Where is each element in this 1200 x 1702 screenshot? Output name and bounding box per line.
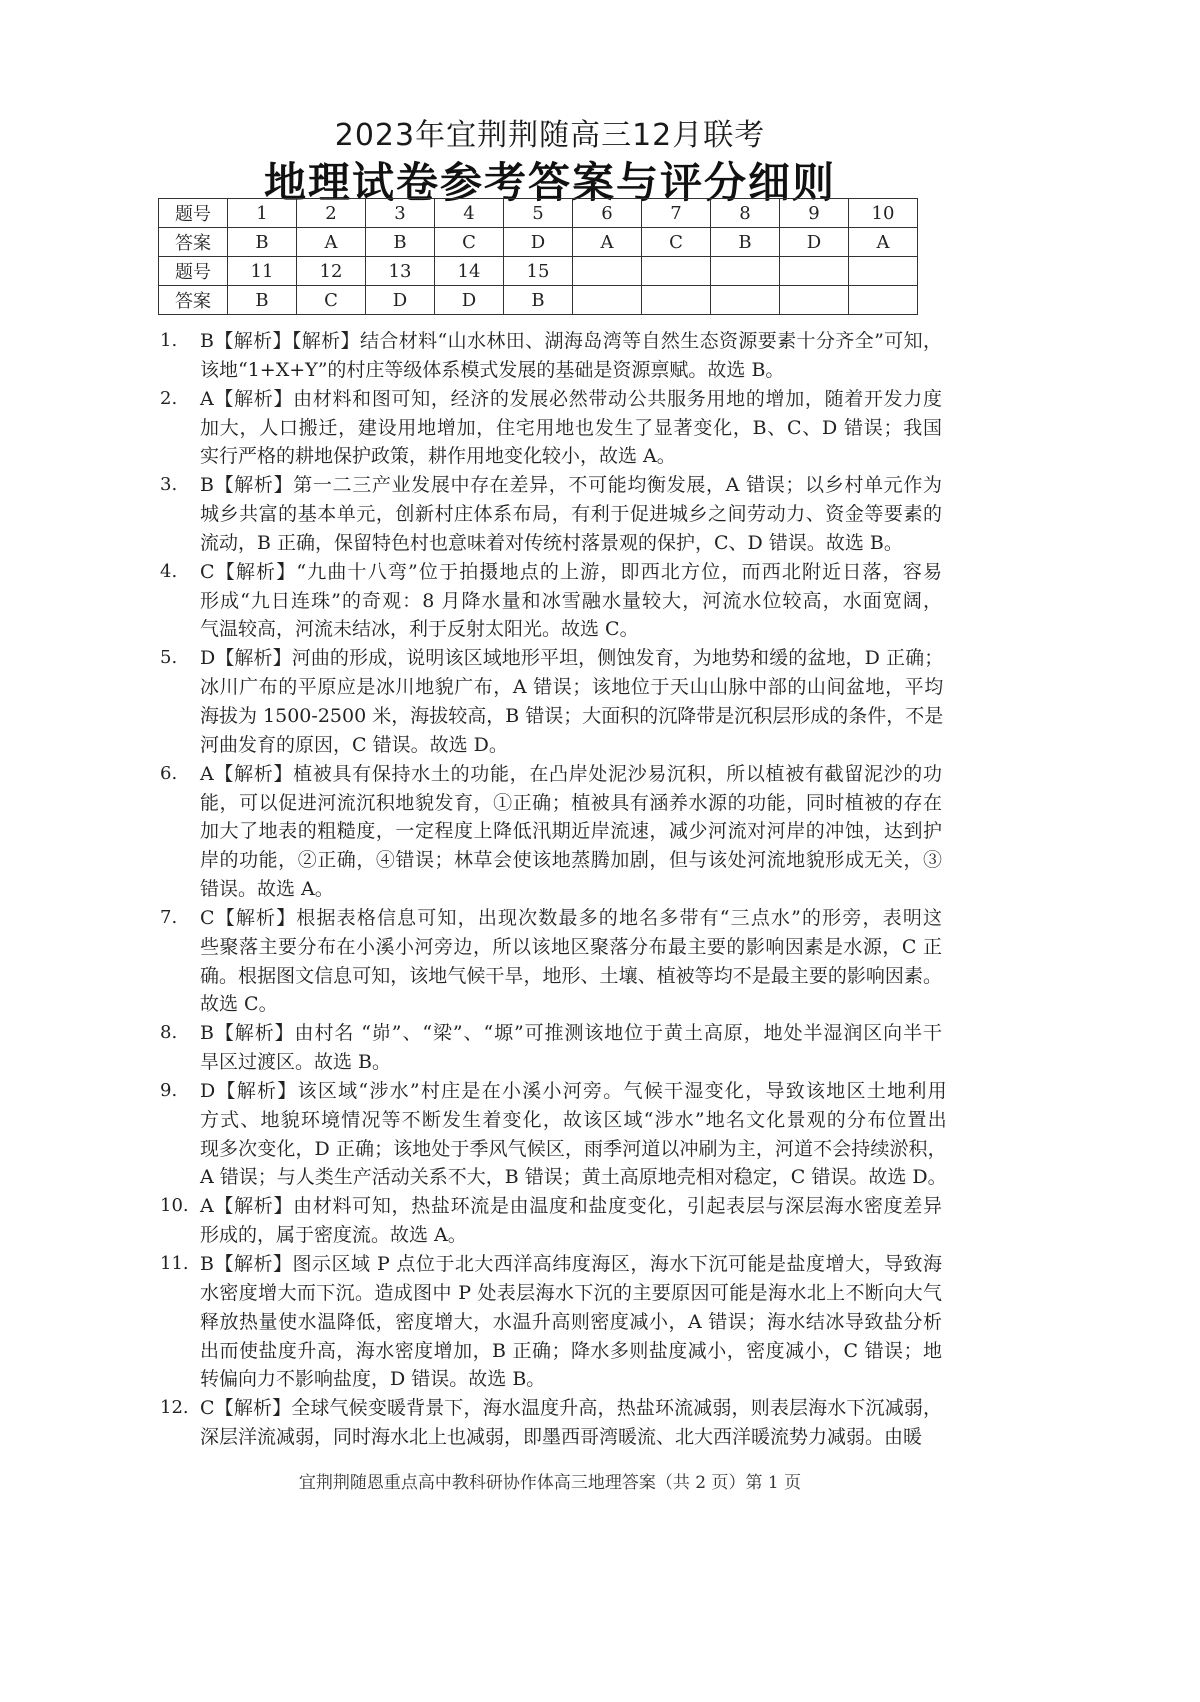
- explanation-line: 冰川广布的平原应是冰川地貌广布，A 错误；该地位于天山山脉中部的山间盆地，平均: [200, 676, 944, 699]
- explanation-line: C【解析】全球气候变暖背景下，海水温度升高，热盐环流减弱，则表层海水下沉减弱，: [200, 1397, 942, 1420]
- table-cell: 5: [504, 199, 573, 228]
- page-footer: 宜荆荆随恩重点高中教科研协作体高三地理答案（共 2 页）第 1 页: [298, 1473, 802, 1493]
- explanation-line: 深层洋流减弱，同时海水北上也减弱，即墨西哥湾暖流、北大西洋暖流势力减弱。由暖: [200, 1426, 923, 1449]
- answer-explanation-item: [160, 1394, 942, 1452]
- table-cell: 3: [366, 199, 435, 228]
- explanation-line: 些聚落主要分布在小溪小河旁边，所以该地区聚落分布最主要的影响因素是水源，C 正: [200, 935, 942, 958]
- explanation-line: B【解析】【解析】结合材料“山水林田、湖海岛湾等自然生态资源要素十分齐全”可知，: [200, 330, 942, 352]
- row-header-cell: 题号: [159, 257, 228, 286]
- table-cell: 2: [297, 199, 366, 228]
- question-number-row: [159, 257, 918, 286]
- explanation-line: 能，可以促进河流沉积地貌发育，①正确；植被具有涵养水源的功能，同时植被的存在: [200, 791, 942, 814]
- table-cell: [642, 257, 711, 286]
- explanation-line: 释放热量使水温降低，密度增大，水温升高则密度减小，A 错误；海水结冰导致盐分析: [200, 1310, 942, 1333]
- explanation-line: A【解析】由材料和图可知，经济的发展必然带动公共服务用地的增加，随着开发力度: [200, 387, 942, 410]
- explanation-line: A【解析】由材料可知，热盐环流是由温度和盐度变化，引起表层与深层海水密度差异: [200, 1195, 942, 1218]
- explanation-line: 方式、地貌环境情况等不断发生着变化，故该区域“涉水”地名文化景观的分布位置出: [200, 1108, 947, 1131]
- explanation-line: 错误。故选 A。: [200, 878, 334, 901]
- explanation-line: 流动，B 正确，保留特色村也意味着对传统村落景观的保护，C、D 错误。故选 B。: [200, 531, 903, 554]
- table-cell: 14: [435, 257, 504, 286]
- explanation-line: 海拔为 1500-2500 米，海拔较高，B 错误；大面积的沉降带是沉积层形成的条件，不是: [200, 704, 944, 727]
- table-cell: 4: [435, 199, 504, 228]
- table-cell: 6: [573, 199, 642, 228]
- item-number: 2.: [160, 387, 178, 409]
- table-cell: 11: [228, 257, 297, 286]
- item-number: 10.: [160, 1195, 189, 1217]
- explanation-line: D【解析】河曲的形成，说明该区域地形平坦，侧蚀发育，为地势和缓的盆地，D 正确；: [200, 647, 944, 670]
- answer-explanation-item: [160, 644, 942, 759]
- table-cell: D: [366, 286, 435, 315]
- explanation-line: B【解析】图示区域 P 点位于北大西洋高纬度海区，海水下沉可能是盐度增大，导致海: [200, 1253, 942, 1275]
- item-number: 12.: [160, 1397, 189, 1419]
- explanation-line: 气温较高，河流未结冰，利于反射太阳光。故选 C。: [200, 618, 639, 641]
- explanation-line: 现多次变化，D 正确；该地处于季风气候区，雨季河道以冲刷为主，河道不会持续淤积，: [200, 1137, 947, 1160]
- explanation-line: 旱区过渡区。故选 B。: [200, 1051, 392, 1074]
- explanation-line: A 错误；与人类生产活动关系不大，B 错误；黄土高原地壳相对稳定，C 错误。故选 D。: [200, 1166, 947, 1189]
- explanation-line: B【解析】由村名 “峁”、“梁”、“塬”可推测该地位于黄土高原，地处半湿润区向半干: [200, 1022, 942, 1045]
- table-cell: 15: [504, 257, 573, 286]
- table-cell: [642, 286, 711, 315]
- table-cell: B: [228, 286, 297, 315]
- answer-explanation-item: [160, 471, 942, 558]
- table-cell: 10: [849, 199, 918, 228]
- table-cell: B: [504, 286, 573, 315]
- item-number: 4.: [160, 560, 178, 582]
- explanation-line: A【解析】植被具有保持水土的功能，在凸岸处泥沙易沉积，所以植被有截留泥沙的功: [200, 762, 942, 785]
- explanation-line: 加大，人口搬迁，建设用地增加，住宅用地也发生了显著变化，B、C、D 错误；我国: [200, 416, 942, 439]
- explanation-line: 确。根据图文信息可知，该地气候干旱，地形、土壤、植被等均不是最主要的影响因素。: [200, 964, 942, 987]
- item-number: 7.: [160, 906, 178, 928]
- explanation-line: 该地“1+X+Y”的村庄等级体系模式发展的基础是资源禀赋。故选 B。: [200, 358, 785, 381]
- answer-explanation-item: [160, 558, 942, 645]
- answer-row: [159, 286, 918, 315]
- document-title: 地理试卷参考答案与评分细则: [263, 158, 836, 207]
- explanation-line: 岸的功能，②正确，④错误；林草会使该地蒸腾加剧，但与该处河流地貌形成无关，③: [200, 849, 942, 872]
- answer-row: [159, 228, 918, 257]
- table-cell: D: [504, 228, 573, 257]
- answer-explanation-item: [160, 327, 942, 385]
- row-header-cell: 答案: [159, 228, 228, 257]
- explanation-line: C【解析】“九曲十八弯”位于拍摄地点的上游，即西北方位，而西北附近日落，容易: [200, 560, 942, 583]
- explanations: [160, 327, 947, 1452]
- row-header-cell: 答案: [159, 286, 228, 315]
- table-cell: [849, 286, 918, 315]
- answer-explanation-item: [160, 904, 942, 1019]
- explanation-line: 形成“九日连珠”的奇观：8 月降水量和冰雪融水量较大，河流水位较高，水面宽阔，: [200, 589, 942, 612]
- table-cell: [711, 257, 780, 286]
- table-cell: [849, 257, 918, 286]
- answer-explanation-item: [160, 1192, 942, 1250]
- table-cell: A: [297, 228, 366, 257]
- exam-title: 2023年宜荆荆随高三12月联考: [334, 118, 766, 153]
- table-cell: [780, 286, 849, 315]
- explanation-line: 出而使盐度升高，海水密度增加，B 正确；降水多则盐度减小，密度减小，C 错误；地: [200, 1339, 942, 1362]
- answer-explanation-item: [160, 1019, 942, 1077]
- explanation-line: 实行严格的耕地保护政策，耕作用地变化较小，故选 A。: [200, 445, 676, 468]
- item-number: 9.: [160, 1079, 178, 1101]
- item-number: 1.: [160, 330, 178, 351]
- item-number: 11.: [160, 1253, 189, 1274]
- explanation-line: 河曲发育的原因，C 错误。故选 D。: [200, 733, 508, 756]
- row-header-cell: 题号: [159, 199, 228, 228]
- table-cell: B: [711, 228, 780, 257]
- table-cell: 9: [780, 199, 849, 228]
- answer-explanation-item: [160, 760, 942, 904]
- answer-explanation-item: [160, 385, 942, 472]
- table-cell: B: [366, 228, 435, 257]
- table-cell: 12: [297, 257, 366, 286]
- table-cell: C: [642, 228, 711, 257]
- explanation-line: B【解析】第一二三产业发展中存在差异，不可能均衡发展，A 错误；以乡村单元作为: [200, 474, 942, 497]
- table-cell: A: [849, 228, 918, 257]
- table-cell: [711, 286, 780, 315]
- table-cell: A: [573, 228, 642, 257]
- table-cell: [573, 286, 642, 315]
- explanation-line: D【解析】该区域“涉水”村庄是在小溪小河旁。气候干湿变化，导致该地区土地利用: [200, 1079, 947, 1102]
- table-cell: D: [780, 228, 849, 257]
- answer-table: [158, 198, 918, 315]
- explanation-line: 故选 C。: [200, 993, 278, 1016]
- table-cell: C: [297, 286, 366, 315]
- item-number: 3.: [160, 474, 178, 496]
- table-cell: 13: [366, 257, 435, 286]
- explanation-line: C【解析】根据表格信息可知，出现次数最多的地名多带有“三点水”的形旁，表明这: [200, 906, 942, 929]
- explanation-line: 城乡共富的基本单元，创新村庄体系布局，有利于促进城乡之间劳动力、资金等要素的: [200, 503, 942, 526]
- table-cell: B: [228, 228, 297, 257]
- answer-explanation-item: [160, 1250, 942, 1394]
- table-cell: D: [435, 286, 504, 315]
- explanation-line: 加大了地表的粗糙度，一定程度上降低汛期近岸流速，减少河流对河岸的冲蚀，达到护: [200, 820, 942, 843]
- table-cell: 1: [228, 199, 297, 228]
- question-number-row: [159, 199, 918, 228]
- table-cell: [780, 257, 849, 286]
- table-cell: [573, 257, 642, 286]
- explanation-line: 水密度增大而下沉。造成图中 P 处表层海水下沉的主要原因可能是海水北上不断向大气: [200, 1281, 942, 1304]
- table-cell: C: [435, 228, 504, 257]
- item-number: 5.: [160, 647, 178, 669]
- item-number: 8.: [160, 1022, 178, 1044]
- explanation-line: 形成的，属于密度流。故选 A。: [200, 1224, 467, 1247]
- explanation-line: 转偏向力不影响盐度，D 错误。故选 B。: [200, 1368, 546, 1391]
- item-number: 6.: [160, 762, 178, 784]
- table-cell: 7: [642, 199, 711, 228]
- answer-explanation-item: [160, 1077, 947, 1192]
- table-cell: 8: [711, 199, 780, 228]
